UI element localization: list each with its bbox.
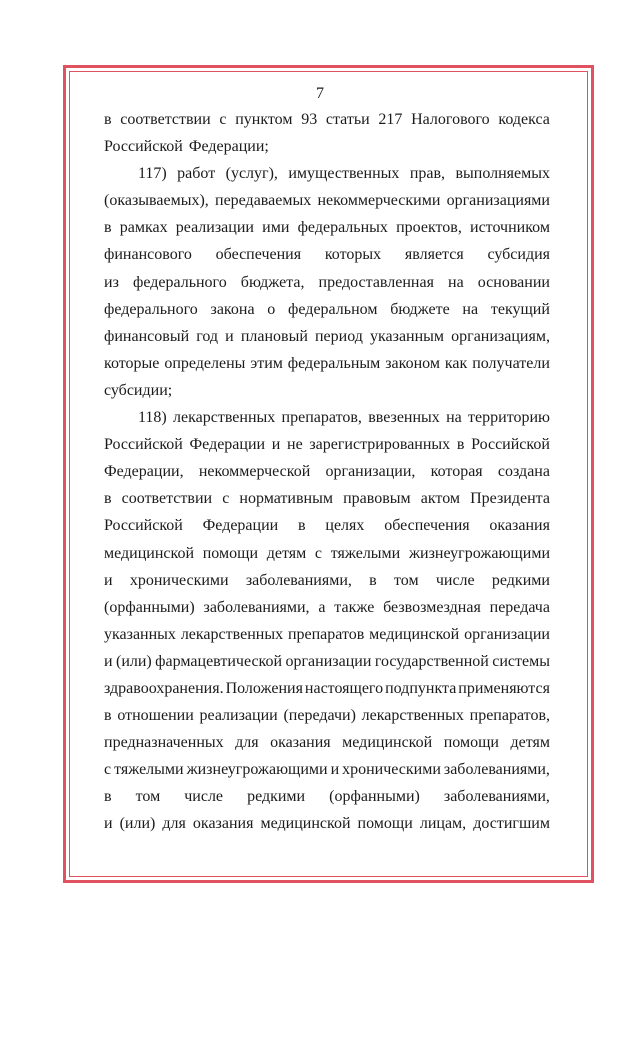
text-line: из федерального бюджета, предоставленная на основании <box>104 273 550 291</box>
text-line: Российской Федерации и не зарегистрированных в Российской <box>104 436 550 454</box>
text-line: в рамках реализации ими федеральных проектов, источником <box>104 219 550 237</box>
text-line: (оказываемых), передаваемых некоммерческими организациями <box>104 192 550 210</box>
text-line: (орфанными) заболеваниями, а также безвозмездная передача <box>104 598 550 616</box>
text-line: медицинской помощи детям с тяжелыми жизнеугрожающими <box>104 544 550 562</box>
text-line: и (или) фармацевтической организации государственной системы <box>104 652 550 670</box>
text-line: Российской Федерации; <box>104 138 269 156</box>
text-line: предназначенных для оказания медицинской помощи детям <box>104 734 550 752</box>
text-line: которые определены этим федеральным законом как получатели <box>104 354 550 372</box>
text-line: федерального закона о федеральном бюджете на текущий <box>104 300 550 318</box>
text-line: в том числе редкими (орфанными) заболеваниями, <box>104 788 550 806</box>
text-line: в соответствии с нормативным правовым актом Президента <box>104 490 550 508</box>
text-line: и хроническими заболеваниями, в том числе редкими <box>104 571 550 589</box>
page-number: 7 <box>316 85 324 102</box>
text-line: в соответствии с пунктом 93 статьи 217 Налогового кодекса <box>104 111 550 128</box>
document-body <box>104 106 550 838</box>
text-line: здравоохранения. Положения настоящего подпункта применяются <box>104 679 550 697</box>
text-line: Федерации, некоммерческой организации, которая создана <box>104 463 550 481</box>
text-line: Российской Федерации в целях обеспечения оказания <box>104 517 550 535</box>
text-line: финансовый год и плановый период указанным организациям, <box>104 327 550 345</box>
text-line: и (или) для оказания медицинской помощи лицам, достигшим <box>104 815 550 833</box>
text-line: с тяжелыми жизнеугрожающими и хроническими заболеваниями, <box>104 761 550 779</box>
text-line: 117) работ (услуг), имущественных прав, выполняемых <box>138 165 550 183</box>
text-line: 118) лекарственных препаратов, ввезенных на территорию <box>138 409 550 427</box>
text-line: в отношении реализации (передачи) лекарственных препаратов, <box>104 707 550 725</box>
text-line: указанных лекарственных препаратов медицинской организации <box>104 625 550 643</box>
text-line: финансового обеспечения которых является субсидия <box>104 246 550 264</box>
text-line: субсидии; <box>104 381 173 399</box>
